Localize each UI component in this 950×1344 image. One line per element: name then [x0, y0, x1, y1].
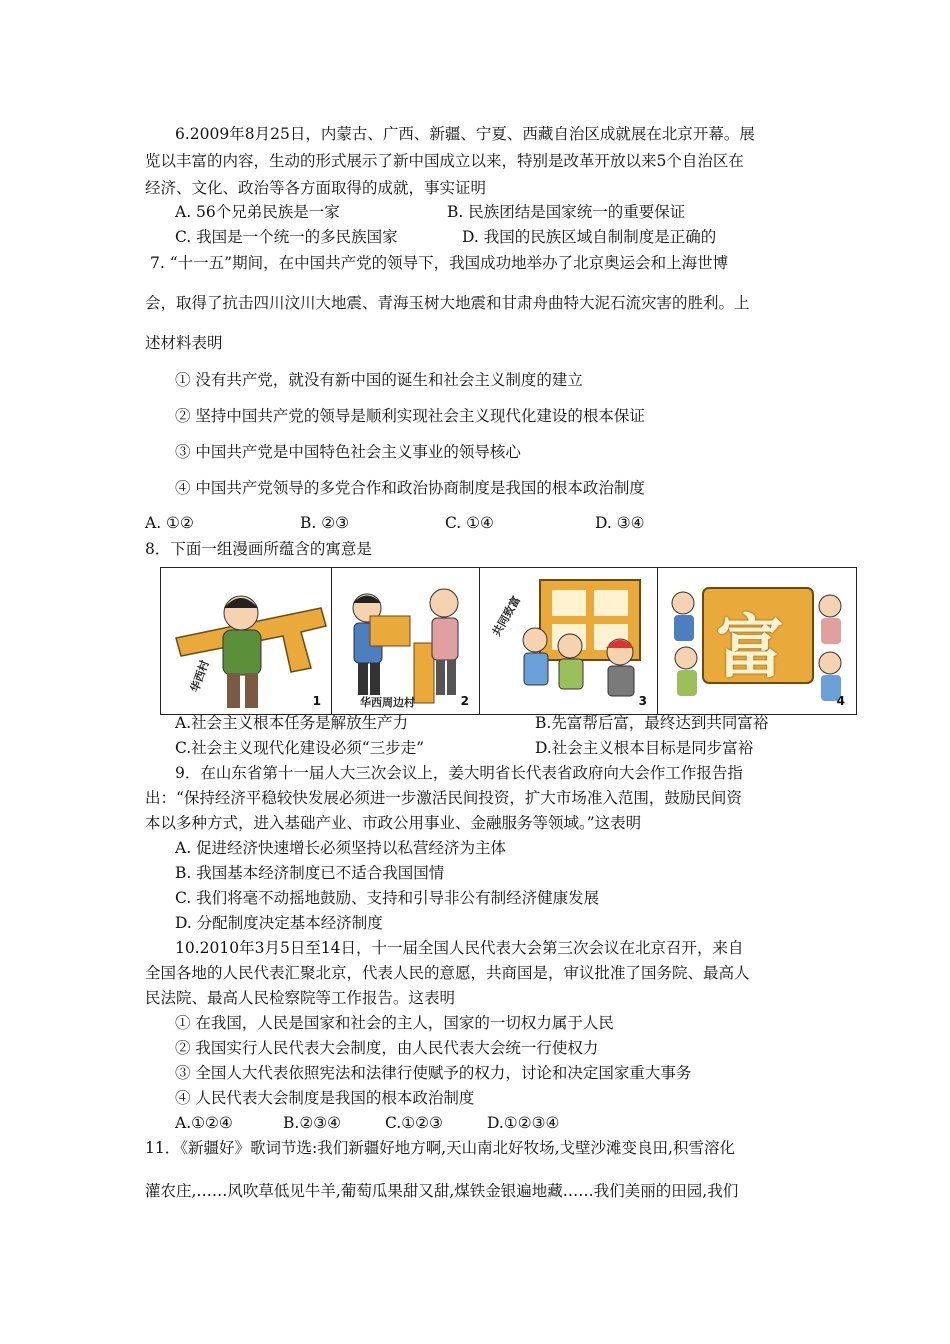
comic-illustration-2	[332, 568, 479, 714]
q9-stem-line-1: 9．在山东省第十一届人大三次会议上，姜大明省长代表省政府向大会作工作报告指	[175, 764, 743, 782]
comic-panel-1	[161, 568, 331, 714]
q9-option-d: D. 分配制度决定基本经济制度	[175, 914, 383, 932]
panel4-character: 富	[716, 609, 785, 688]
q7-stem-line-3: 述材料表明	[145, 334, 223, 352]
q7-option-c: C. ①④	[445, 514, 494, 532]
q7-stem-line-1: 7. “十一五”期间，在中国共产党的领导下，我国成功地举办了北京奥运会和上海世博	[150, 254, 729, 272]
q11-stem-line-1: 11．《新疆好》歌词节选:我们新疆好地方啊,天山南北好牧场,戈壁沙滩变良田,积雪溶化	[145, 1139, 735, 1157]
panel-number-3: 3	[638, 694, 647, 708]
q6-option-a: A. 56个兄弟民族是一家	[175, 203, 340, 221]
q6-stem-line-2: 览以丰富的内容，生动的形式展示了新中国成立以来，特别是改革开放以来5个自治区在	[145, 152, 744, 170]
q10-item-4: ④ 人民代表大会制度是我国的根本政治制度	[175, 1089, 475, 1107]
q6-option-b: B. 民族团结是国家统一的重要保证	[447, 203, 686, 221]
comic-illustration-3	[480, 568, 657, 714]
comic-panel-3	[479, 568, 657, 714]
q8-option-b: B.先富帮后富，最终达到共同富裕	[535, 714, 769, 732]
q6-stem-line-3: 经济、文化、政治等各方面取得的成就，事实证明	[145, 179, 487, 197]
q10-item-3: ③ 全国人大代表依照宪法和法律行使赋予的权力，讨论和决定国家重大事务	[175, 1064, 692, 1082]
q8-option-d: D.社会主义根本目标是同步富裕	[535, 739, 754, 757]
q8-stem: 8．下面一组漫画所蕴含的寓意是	[145, 540, 372, 558]
comic-panel-2	[331, 568, 479, 714]
q6-option-d: D. 我国的民族区域自制制度是正确的	[462, 228, 717, 246]
q10-item-2: ② 我国实行人民代表大会制度，由人民代表大会统一行使权力	[175, 1039, 599, 1057]
panel-number-2: 2	[460, 694, 469, 708]
q6-stem-line-1: 6.2009年8月25日，内蒙古、广西、新疆、宁夏、西藏自治区成就展在北京开幕。展	[175, 125, 755, 143]
q10-item-1: ① 在我国，人民是国家和社会的主人，国家的一切权力属于人民	[175, 1014, 614, 1032]
q10-stem-line-3: 民法院、最高人民检察院等工作报告。这表明	[145, 989, 456, 1007]
q7-item-2: ② 坚持中国共产党的领导是顺利实现社会主义现代化建设的根本保证	[175, 407, 645, 425]
q7-option-a: A. ①②	[145, 514, 194, 532]
panel2-label: 华西周边村	[360, 696, 415, 709]
comic-panel-4	[657, 568, 855, 714]
q7-option-d: D. ③④	[595, 514, 645, 532]
q10-option-a: A.①②④	[175, 1114, 233, 1132]
q7-item-3: ③ 中国共产党是中国特色社会主义事业的领导核心	[175, 443, 521, 461]
q7-item-1: ① 没有共产党，就没有新中国的诞生和社会主义制度的建立	[175, 371, 583, 389]
q9-option-c: C. 我们将毫不动摇地鼓励、支持和引导非公有制经济健康发展	[175, 889, 600, 907]
q6-option-c: C. 我国是一个统一的多民族国家	[175, 228, 398, 246]
panel-number-1: 1	[312, 694, 321, 708]
q9-option-b: B. 我国基本经济制度已不适合我国国情	[175, 864, 445, 882]
q11-stem-line-2: 灌农庄,……风吹草低见牛羊,葡萄瓜果甜又甜,煤铁金银遍地藏……我们美丽的田园,我们	[145, 1182, 739, 1200]
q10-stem-line-1: 10.2010年3月5日至14日，十一届全国人民代表大会第三次会议在北京召开，来自	[175, 939, 744, 957]
q9-stem-line-3: 本以多种方式，进入基础产业、市政公用事业、金融服务等领域。”这表明	[145, 814, 642, 832]
q8-option-c: C.社会主义现代化建设必须“三步走”	[175, 739, 425, 757]
q9-stem-line-2: 出：“保持经济平稳较快发展必须进一步激活民间投资，扩大市场准入范围，鼓励民间资	[145, 789, 742, 807]
q10-option-d: D.①②③④	[487, 1114, 560, 1132]
q10-option-c: C.①②③	[385, 1114, 443, 1132]
panel1-label: 华西村	[188, 658, 212, 694]
q7-item-4: ④ 中国共产党领导的多党合作和政治协商制度是我国的根本政治制度	[175, 479, 645, 497]
q7-stem-line-2: 会，取得了抗击四川汶川大地震、青海玉树大地震和甘肃舟曲特大泥石流灾害的胜利。上	[145, 294, 750, 312]
panel-number-4: 4	[836, 694, 845, 708]
q10-stem-line-2: 全国各地的人民代表汇聚北京，代表人民的意愿，共商国是，审议批准了国务院、最高人	[145, 964, 750, 982]
q8-comic-strip	[160, 567, 857, 715]
q7-option-b: B. ②③	[300, 514, 350, 532]
q10-option-b: B.②③④	[283, 1114, 342, 1132]
panel3-label: 共同致富	[489, 593, 524, 639]
q8-option-a: A.社会主义根本任务是解放生产力	[175, 714, 409, 732]
q9-option-a: A. 促进经济快速增长必须坚持以私营经济为主体	[175, 839, 507, 857]
comic-illustration-1	[161, 568, 331, 714]
